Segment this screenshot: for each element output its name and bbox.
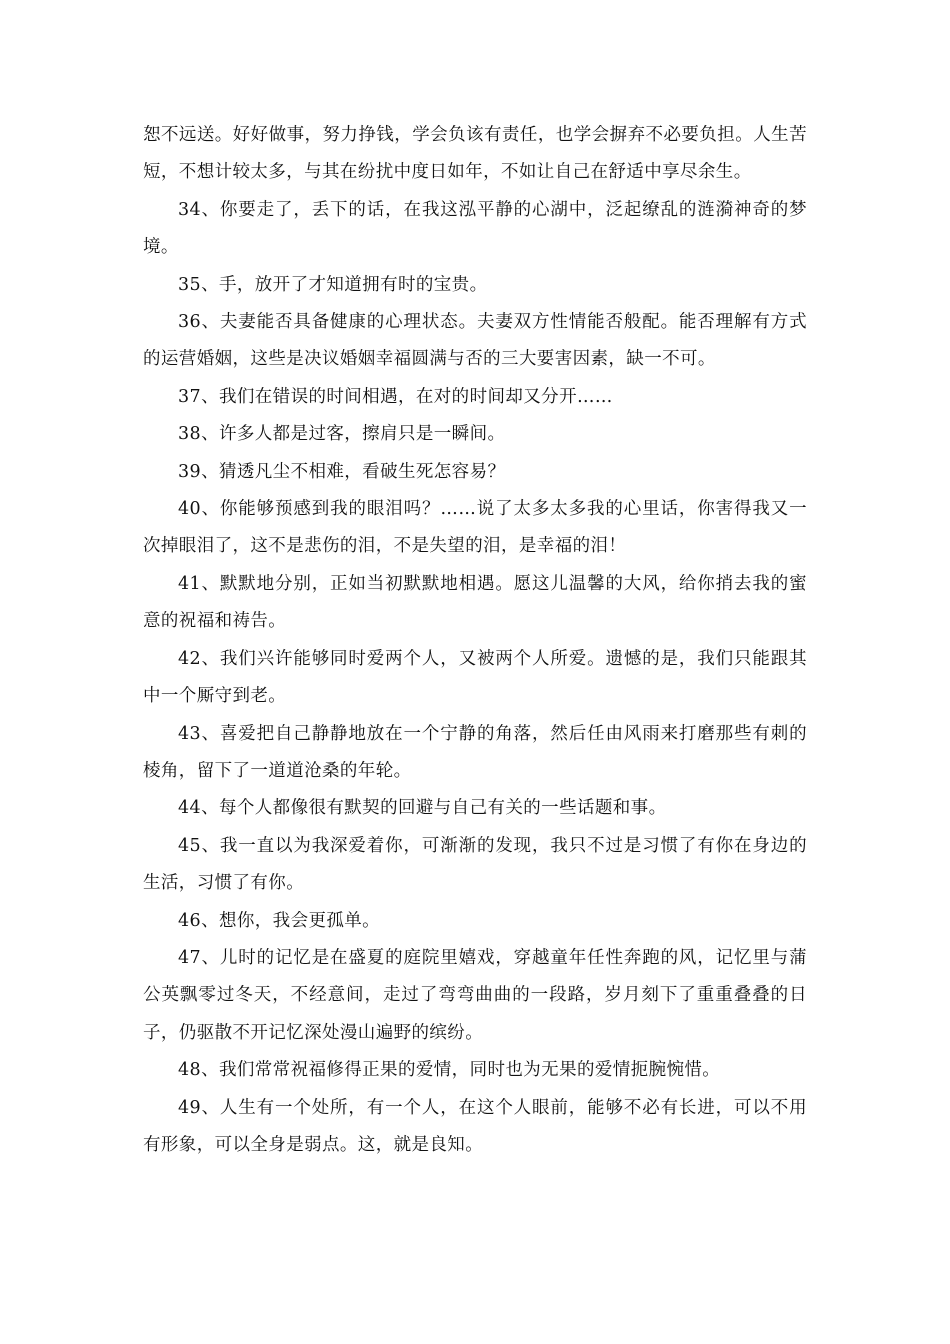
paragraph-34: 34、你要走了，丢下的话，在我这泓平静的心湖中，泛起缭乱的涟漪神奇的梦境。: [143, 199, 807, 258]
paragraph-46: 46、想你，我会更孤单。: [178, 910, 381, 931]
paragraph-39: 39、猜透凡尘不相难，看破生死怎容易？: [178, 461, 506, 482]
paragraph-45: 45、我一直以为我深爱着你，可渐渐的发现，我只不过是习惯了有你在身边的生活，习惯了有你。: [143, 835, 807, 894]
paragraph-41: 41、默默地分别，正如当初默默地相遇。愿这儿温馨的大风，给你捎去我的蜜意的祝福和祷告。: [143, 573, 807, 632]
paragraph-44: 44、每个人都像很有默契的回避与自己有关的一些话题和事。: [178, 798, 667, 819]
paragraph-47: 47、儿时的记忆是在盛夏的庭院里嬉戏，穿越童年任性奔跑的风，记忆里与蒲公英飘零过冬天，不经意间，走过了弯弯曲曲的一段路，岁月刻下了重重叠叠的日子，仍驱散不开记忆深处漫山遍野的缤纷。: [143, 947, 807, 1043]
paragraph-continued: 恕不远送。好好做事，努力挣钱，学会负该有责任，也学会摒弃不必要负担。人生苦短，不想计较太多，与其在纷扰中度日如年，不如让自己在舒适中享尽余生。: [143, 125, 807, 183]
paragraph-35: 35、手，放开了才知道拥有时的宝贵。: [178, 274, 488, 295]
paragraph-49: 49、人生有一个处所，有一个人，在这个人眼前，能够不必有长进，可以不用有形象，可以全身是弱点。这，就是良知。: [143, 1097, 807, 1155]
paragraph-48: 48、我们常常祝福修得正果的爱情，同时也为无果的爱情扼腕惋惜。: [178, 1060, 721, 1081]
paragraph-36: 36、夫妻能否具备健康的心理状态。夫妻双方性情能否般配。能否理解有方式的运营婚姻，这些是决议婚姻幸福圆满与否的三大要害因素，缺一不可。: [143, 312, 807, 370]
document-body: [143, 117, 807, 1164]
paragraph-40: 40、你能够预感到我的眼泪吗？……说了太多太多我的心里话，你害得我又一次掉眼泪了，这不是悲伤的泪，不是失望的泪，是幸福的泪！: [143, 499, 807, 557]
paragraph-37: 37、我们在错误的时间相遇，在对的时间却又分开……: [178, 386, 613, 407]
paragraph-42: 42、我们兴许能够同时爱两个人，又被两个人所爱。遗憾的是，我们只能跟其中一个厮守到老。: [143, 648, 807, 707]
paragraph-43: 43、喜爱把自己静静地放在一个宁静的角落，然后任由风雨来打磨那些有刺的棱角，留下了一道道沧桑的年轮。: [143, 723, 807, 781]
paragraph-38: 38、许多人都是过客，擦肩只是一瞬间。: [178, 424, 506, 445]
